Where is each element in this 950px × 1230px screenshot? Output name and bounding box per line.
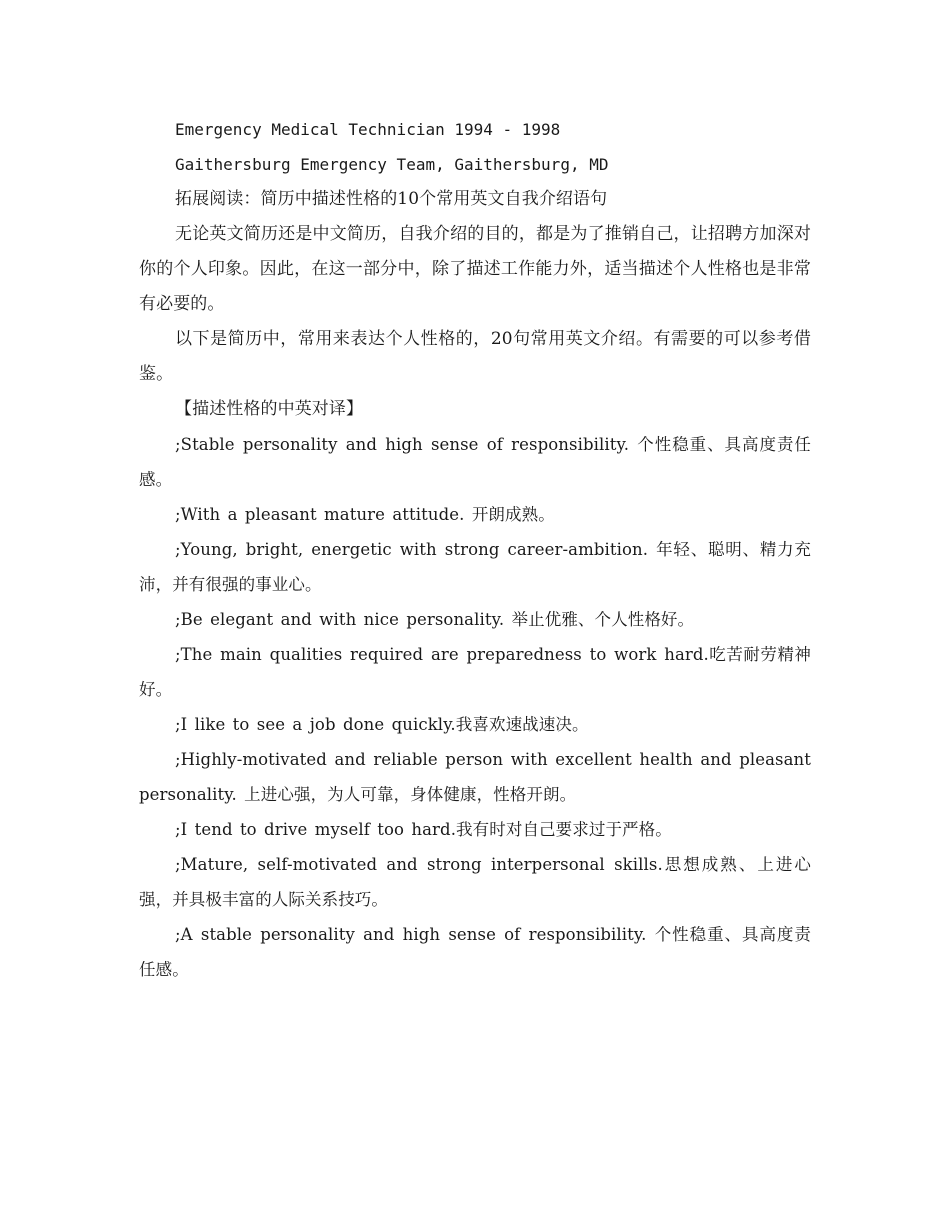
section-heading: 【描述性格的中英对译】 [175,399,364,419]
document-body [139,112,811,987]
sentence-item: ;With a pleasant mature attitude. 开朗成熟。 [175,505,555,524]
sentence-item: ;The main qualities required are preparedness to work hard.吃苦耐劳精神好。 [139,645,811,699]
intro-paragraph: 无论英文简历还是中文简历，自我介绍的目的，都是为了推销自己，让招聘方加深对你的个人印象。因此，在这一部分中，除了描述工作能力外，适当描述个人性格也是非常有必要的。 [139,224,811,314]
sentence-item: ;I like to see a job done quickly.我喜欢速战速决。 [175,715,589,734]
sentence-item: ;Mature, self-motivated and strong interpersonal skills.思想成熟、上进心强，并具极丰富的人际关系技巧。 [139,855,811,909]
sentence-item: ;I tend to drive myself too hard.我有时对自己要求过于严格。 [175,820,672,839]
sentence-item: ;A stable personality and high sense of responsibility. 个性稳重、具高度责任感。 [139,925,811,979]
sentence-item: ;Stable personality and high sense of responsibility. 个性稳重、具高度责任感。 [139,435,811,489]
sentence-item: ;Highly-motivated and reliable person with excellent health and pleasant personality. 上进心强，为人可靠，身体健康，性格开朗。 [139,750,811,804]
extended-reading-title: 拓展阅读：简历中描述性格的10个常用英文自我介绍语句 [175,189,608,209]
sentence-item: ;Be elegant and with nice personality. 举止优雅、个人性格好。 [175,610,695,629]
employer-line: Gaithersburg Emergency Team, Gaithersburg, MD [175,155,609,174]
sentence-item: ;Young, bright, energetic with strong career-ambition. 年轻、聪明、精力充沛，并有很强的事业心。 [139,540,811,594]
job-title-line: Emergency Medical Technician 1994 - 1998 [175,120,561,139]
intro-paragraph: 以下是简历中，常用来表达个人性格的，20句常用英文介绍。有需要的可以参考借鉴。 [139,329,811,384]
